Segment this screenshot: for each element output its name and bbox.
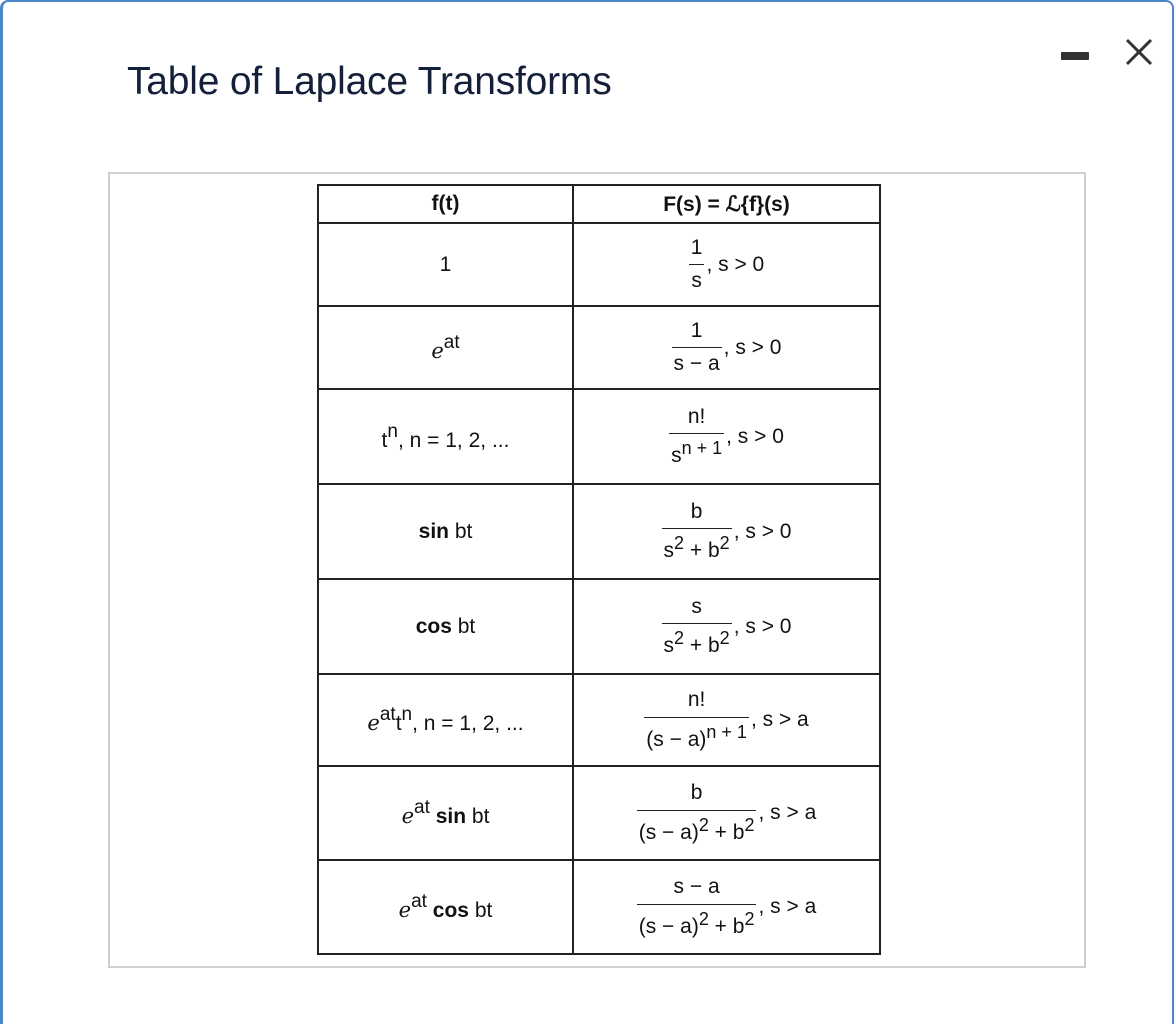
den-term-b: + b bbox=[684, 634, 720, 657]
ft-rest: , n = 1, 2, ... bbox=[397, 428, 510, 452]
ft-function: cos bbox=[415, 614, 452, 638]
den-exponent-a: 2 bbox=[674, 533, 685, 553]
table-row bbox=[318, 674, 880, 766]
close-button[interactable] bbox=[1123, 36, 1155, 68]
fraction bbox=[662, 595, 732, 658]
condition: , s > 0 bbox=[723, 335, 782, 359]
condition: , s > 0 bbox=[733, 519, 792, 543]
fraction-denominator bbox=[637, 811, 757, 845]
table-row bbox=[318, 766, 880, 860]
ft-text: 1 bbox=[439, 252, 452, 276]
table-row bbox=[318, 306, 880, 389]
ft-superscript: at bbox=[443, 331, 460, 353]
den-term-b: + b bbox=[708, 820, 745, 844]
den-term-a: s bbox=[663, 634, 675, 657]
ft-argument: bt bbox=[448, 519, 473, 543]
fraction-numerator: n! bbox=[687, 404, 706, 428]
ft-cell bbox=[318, 223, 573, 306]
laplace-table bbox=[317, 184, 881, 955]
Fs-cell bbox=[573, 579, 880, 674]
ft-superscript: at bbox=[411, 891, 427, 912]
Fs-cell bbox=[573, 389, 880, 484]
fraction-numerator: b bbox=[690, 781, 703, 805]
ft-superscript: at bbox=[414, 797, 430, 818]
Fs-cell bbox=[573, 223, 880, 306]
ft-cell bbox=[318, 766, 573, 860]
fraction bbox=[644, 688, 749, 751]
ft-superscript-2: n bbox=[401, 704, 413, 725]
ft-base: t bbox=[381, 428, 388, 452]
condition: , s > 0 bbox=[706, 252, 765, 276]
fraction-denominator bbox=[644, 718, 749, 752]
close-icon bbox=[1123, 36, 1155, 68]
fraction bbox=[662, 500, 732, 563]
ft-function: sin bbox=[418, 519, 449, 543]
table-row bbox=[318, 860, 880, 954]
ft-base: e bbox=[398, 898, 412, 922]
den-exponent-a: 2 bbox=[698, 908, 709, 929]
ft-cell bbox=[318, 860, 573, 954]
table-row bbox=[318, 223, 880, 306]
den-exponent-b: 2 bbox=[719, 628, 730, 648]
ft-cell bbox=[318, 484, 573, 579]
ft-cell bbox=[318, 579, 573, 674]
header-Fs: F(s) = ℒ{f}(s) bbox=[573, 185, 880, 223]
den-superscript: n + 1 bbox=[681, 438, 723, 458]
fraction-denominator: s bbox=[691, 269, 702, 292]
Fs-cell bbox=[573, 766, 880, 860]
fraction-numerator: 1 bbox=[690, 235, 703, 259]
den-base: (s − a) bbox=[646, 727, 707, 751]
table-header-row bbox=[318, 185, 880, 223]
den-term-b: + b bbox=[708, 914, 745, 938]
fraction-numerator: n! bbox=[687, 688, 706, 712]
den-superscript: n + 1 bbox=[706, 721, 747, 742]
ft-function: sin bbox=[429, 805, 467, 828]
ft-superscript: at bbox=[379, 704, 396, 725]
condition: , s > 0 bbox=[726, 424, 784, 448]
fraction-numerator: 1 bbox=[690, 318, 703, 342]
ft-rest: , n = 1, 2, ... bbox=[412, 712, 524, 735]
Fs-cell bbox=[573, 860, 880, 954]
fraction bbox=[637, 781, 757, 844]
fraction-denominator bbox=[637, 905, 757, 939]
den-exponent-a: 2 bbox=[698, 814, 709, 835]
den-exponent-a: 2 bbox=[674, 628, 685, 648]
Fs-cell bbox=[573, 674, 880, 766]
den-exponent-b: 2 bbox=[719, 533, 730, 553]
ft-argument: bt bbox=[468, 899, 493, 922]
fraction bbox=[672, 319, 722, 376]
den-base: s bbox=[671, 444, 682, 467]
minimize-button[interactable] bbox=[1061, 52, 1089, 62]
fraction-numerator: b bbox=[690, 499, 703, 523]
fraction-denominator bbox=[669, 434, 724, 468]
table-row bbox=[318, 579, 880, 674]
fraction bbox=[637, 875, 757, 938]
ft-base: e bbox=[431, 338, 444, 363]
Fs-cell bbox=[573, 484, 880, 579]
fraction-denominator bbox=[662, 529, 732, 563]
fraction-denominator: s − a bbox=[673, 352, 720, 375]
den-term-a: s bbox=[663, 539, 675, 562]
den-exponent-b: 2 bbox=[744, 908, 755, 929]
ft-function: cos bbox=[426, 899, 469, 922]
fraction-numerator: s − a bbox=[673, 875, 720, 899]
fraction bbox=[669, 405, 724, 468]
Fs-cell bbox=[573, 306, 880, 389]
condition: , s > a bbox=[758, 895, 817, 918]
minimize-icon bbox=[1061, 52, 1089, 60]
condition: , s > 0 bbox=[733, 614, 792, 638]
ft-cell bbox=[318, 674, 573, 766]
ft-cell bbox=[318, 389, 573, 484]
den-term-b: + b bbox=[684, 539, 720, 562]
ft-base-2: t bbox=[395, 712, 402, 735]
fraction bbox=[689, 236, 705, 293]
table-row bbox=[318, 389, 880, 484]
header-ft: f(t) bbox=[318, 185, 573, 223]
ft-base: e bbox=[401, 804, 415, 828]
den-term-a: (s − a) bbox=[638, 914, 699, 938]
den-exponent-b: 2 bbox=[744, 814, 755, 835]
table-row bbox=[318, 484, 880, 579]
fraction-numerator: s bbox=[691, 594, 702, 618]
den-term-a: (s − a) bbox=[638, 820, 699, 844]
dialog-title: Table of Laplace Transforms bbox=[127, 60, 612, 103]
fraction-denominator bbox=[662, 624, 732, 658]
ft-argument: bt bbox=[466, 805, 490, 828]
ft-base: e bbox=[367, 711, 380, 735]
ft-cell bbox=[318, 306, 573, 389]
ft-argument: bt bbox=[451, 614, 476, 638]
condition: , s > a bbox=[750, 708, 809, 731]
condition: , s > a bbox=[758, 801, 817, 824]
content-panel bbox=[108, 172, 1086, 968]
ft-superscript: n bbox=[387, 420, 398, 442]
